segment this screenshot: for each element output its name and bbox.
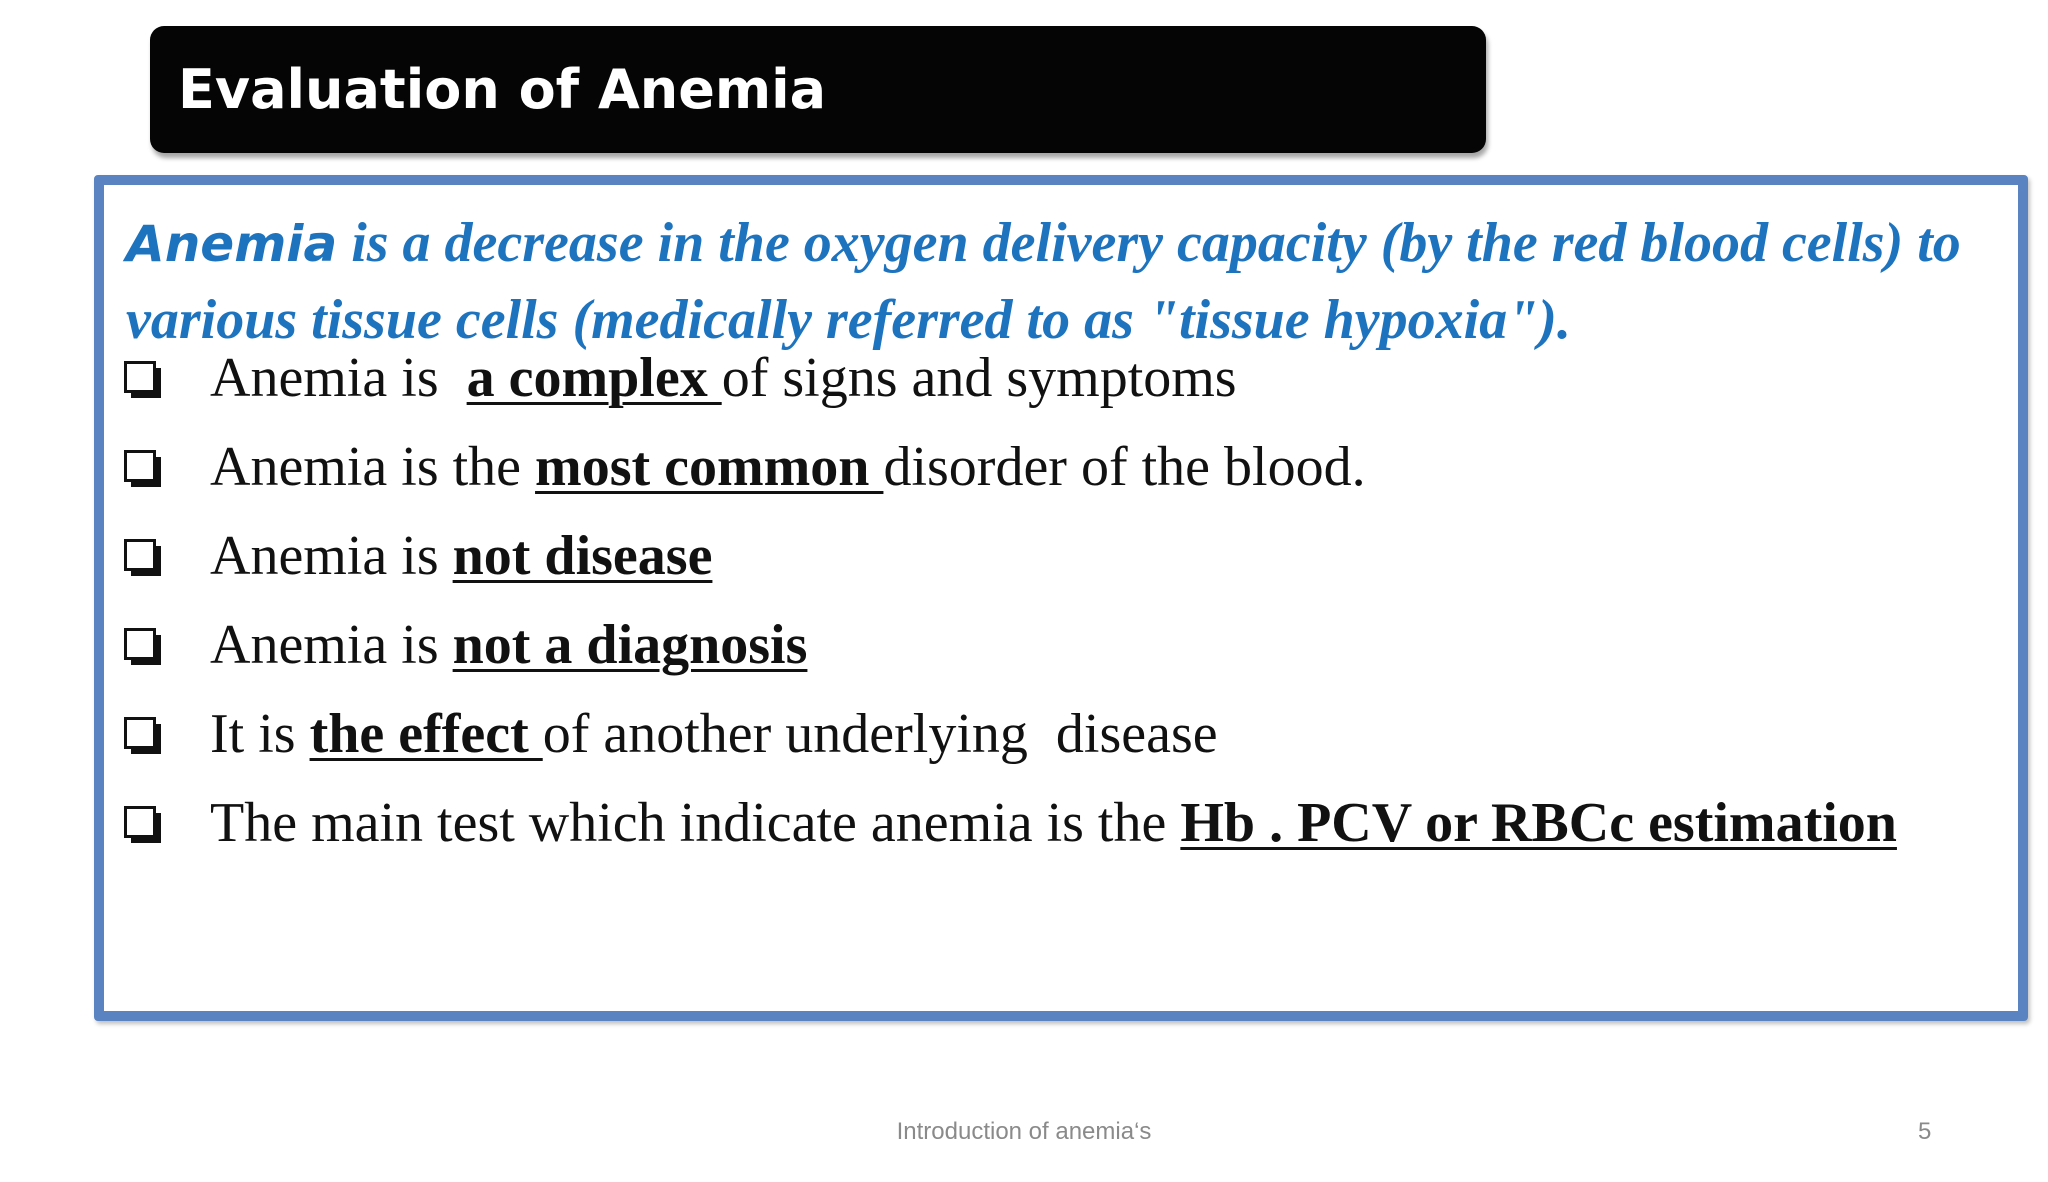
bullet-text-before: The main test which indicate anemia is the xyxy=(210,791,1181,854)
checkbox-icon xyxy=(124,361,158,395)
bullet-item xyxy=(124,778,1897,867)
bullet-item xyxy=(124,422,1897,511)
bullet-text-before: It is xyxy=(210,702,310,765)
bullet-text-before: Anemia is xyxy=(210,346,467,409)
checkbox-icon xyxy=(124,717,158,751)
checkbox-icon xyxy=(124,628,158,662)
bullet-emphasis: not disease xyxy=(452,524,713,587)
checkbox-icon xyxy=(124,450,158,484)
bullet-emphasis: not a diagnosis xyxy=(452,613,808,676)
bullet-emphasis: most common xyxy=(535,435,884,498)
bullet-text-before: Anemia is xyxy=(210,613,453,676)
bullet-text-after: of signs and symptoms xyxy=(721,346,1237,409)
bullet-item xyxy=(124,689,1897,778)
bullet-emphasis: the effect xyxy=(309,702,543,765)
definition-lead: Anemia xyxy=(126,215,338,273)
checkbox-icon xyxy=(124,539,158,573)
bullet-list xyxy=(124,333,1897,867)
bullet-emphasis: a complex xyxy=(466,346,722,409)
bullet-emphasis: Hb . PCV or RBCc estimation xyxy=(1180,791,1897,854)
bullet-text-after: of another underlying disease xyxy=(542,702,1218,765)
bullet-item xyxy=(124,511,1897,600)
bullet-text-after: disorder of the blood. xyxy=(883,435,1366,498)
page-number: 5 xyxy=(1918,1118,1932,1145)
bullet-text-before: Anemia is the xyxy=(210,435,536,498)
bullet-item xyxy=(124,600,1897,689)
bullet-text-before: Anemia is xyxy=(210,524,453,587)
definition-rest: is a decrease in the oxygen delivery capacity (by the red blood cells) to various tissue cells (medically referred to as "tissue hypoxia"). xyxy=(126,212,1961,351)
slide-footer: Introduction of anemia‘s xyxy=(896,1118,1152,1145)
checkbox-icon xyxy=(124,806,158,840)
content-box xyxy=(94,175,2028,1021)
title-bar xyxy=(150,26,1486,153)
slide-title: Evaluation of Anemia xyxy=(178,58,827,121)
bullet-item xyxy=(124,333,1897,422)
